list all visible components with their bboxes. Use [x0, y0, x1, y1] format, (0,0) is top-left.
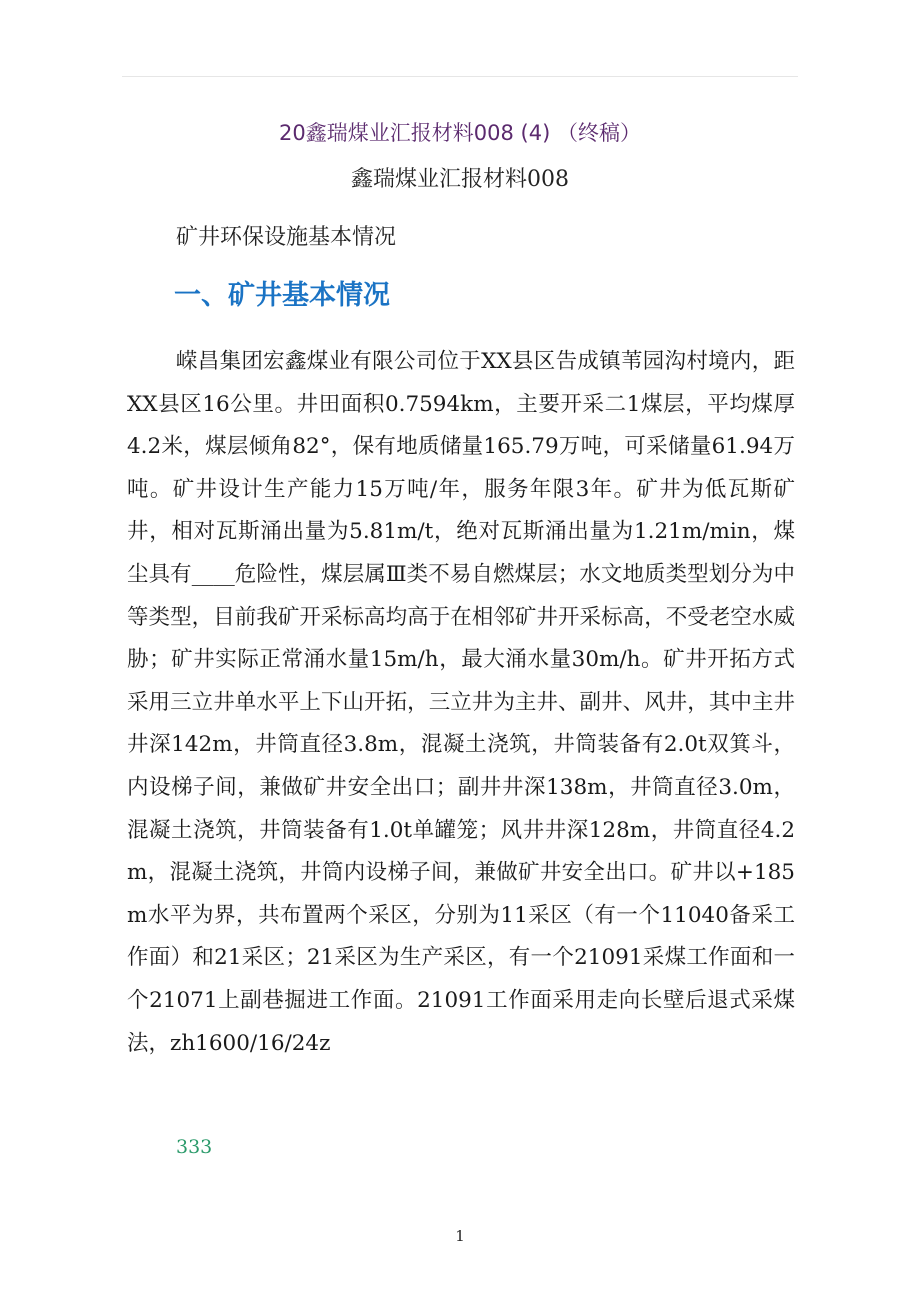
- body-paragraph: 嵘昌集团宏鑫煤业有限公司位于XX县区告成镇苇园沟村境内，距XX县区16公里。井田面积0.7594km，主要开采二1煤层，平均煤厚4.2米，煤层倾角82°，保有地质储量165.79万吨，可采储量61.94万吨。矿井设计生产能力15万吨/年，服务年限3年。矿井为低瓦斯矿井，相对瓦斯涌出量为5.81m/t，绝对瓦斯涌出量为1.21m/min，煤尘具有____危险性，煤层属Ⅲ类不易自燃煤层；水文地质类型划分为中等类型，目前我矿开采标高均高于在相邻矿井开采标高，不受老空水威胁；矿井实际正常涌水量15m/h，最大涌水量30m/h。矿井开拓方式采用三立井单水平上下山开拓，三立井为主井、副井、风井，其中主井井深142m，井筒直径3.8m，混凝土浇筑，井筒装备有2.0t双箕斗，内设梯子间，兼做矿井安全出口；副井井深138m，井筒直径3.0m，混凝土浇筑，井筒装备有1.0t单罐笼；风井井深128m，井筒直径4.2m，混凝土浇筑，井筒内设梯子间，兼做矿井安全出口。矿井以+185m水平为界，共布置两个采区，分别为11采区（有一个11040备采工作面）和21采区；21采区为生产采区，有一个21091采煤工作面和一个21071上副巷掘进工作面。21091工作面采用走向长壁后退式采煤法，zh1600/16/24z: [127, 349, 795, 1056]
- intro-line: 矿井环保设施基本情况: [176, 225, 397, 250]
- header-divider: [122, 76, 798, 77]
- document-subtitle: 鑫瑞煤业汇报材料008: [351, 167, 569, 192]
- section-heading: 一、矿井基本情况: [174, 280, 390, 311]
- page-number: 1: [455, 1227, 465, 1245]
- note-number: 333: [176, 1136, 213, 1158]
- document-title: 20鑫瑞煤业汇报材料008 (4) （终稿）: [279, 121, 641, 145]
